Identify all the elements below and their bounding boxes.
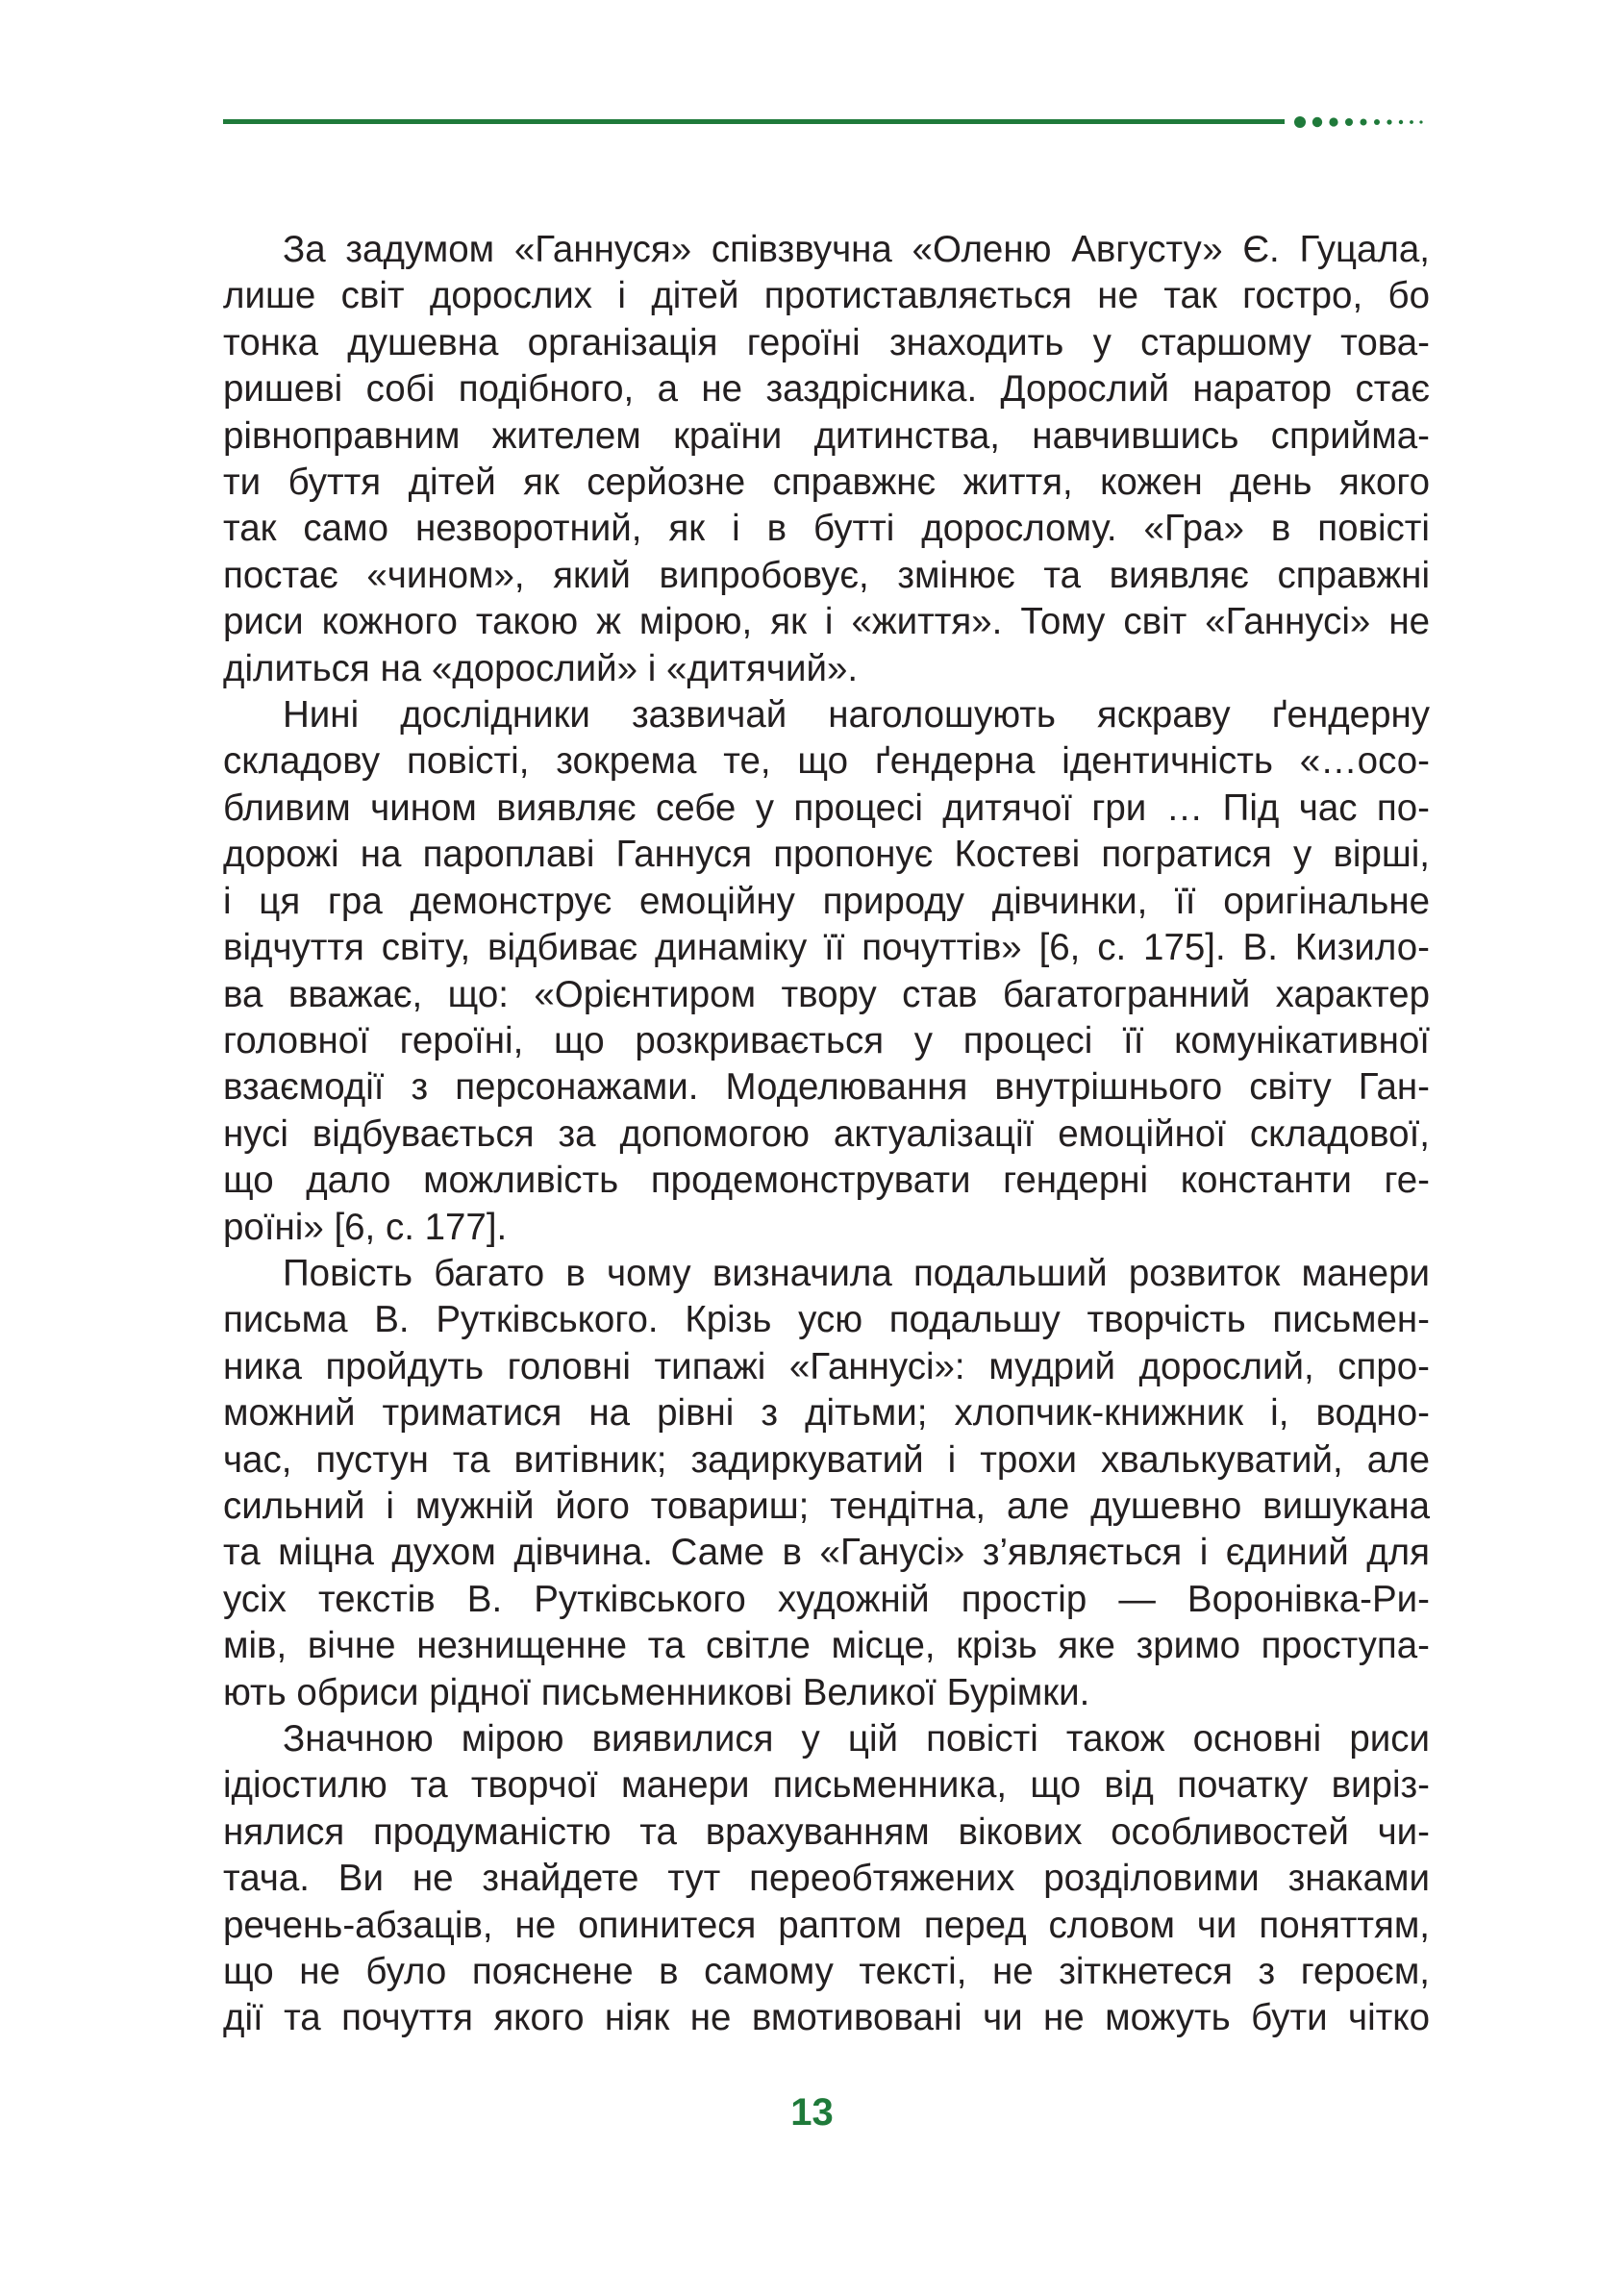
text-line: відчуття світу, відбиває динаміку її почуттів» [6, с. 175]. В. Кизило- [223,927,1430,969]
header-rule [223,119,1285,124]
header-dot [1312,117,1322,127]
text-line: рівноправним жителем країни дитинства, навчившись сприйма- [223,414,1430,457]
text-line: лише світ дорослих і дітей протиставляється не так гостро, бо [223,275,1430,317]
text-line: постає «чином», який випробовує, змінює та виявляє справжні [223,554,1430,596]
header-dots [1294,112,1438,132]
text-line: усіх текстів В. Рутківського художній простір — Воронівка-Ри- [223,1578,1430,1620]
paragraph [223,227,1430,692]
header-dot [1294,116,1306,128]
header-dot [1410,120,1413,124]
text-line: взаємодії з персонажами. Моделювання внутрішнього світу Ган- [223,1066,1430,1109]
header-dot [1399,120,1403,124]
text-line: складову повісті, зокрема те, що ґендерна ідентичність «…осо- [223,740,1430,783]
text-line: тача. Ви не знайдете тут переобтяжених розділовими знаками [223,1858,1430,1900]
text-line: ідіостилю та творчої манери письменника, що від початку вирiз- [223,1764,1430,1807]
paragraph [223,1716,1430,2042]
text-line: дорожі на пароплаві Ганнуся пропонує Костеві погратися у вірші, [223,834,1430,876]
header-dot [1361,119,1367,126]
text-line: роїні» [6, с. 177]. [223,1206,508,1248]
text-line: можний триматися на рівні з дітьми; хлопчик-книжник і, водно- [223,1392,1430,1435]
text-line: нусі відбувається за допомогою актуалізації емоційної складової, [223,1112,1430,1155]
page-number: 13 [790,2091,834,2134]
header-dot [1374,119,1380,125]
text-line: і ця гра демонструє емоційну природу дівчинки, її оригінальне [223,880,1430,922]
paragraph [223,1251,1430,1716]
text-line: За задумом «Ганнуся» співзвучна «Оленю Августу» Є. Гуцала, [283,229,1430,270]
text-line: що не було пояснене в самому тексті, не зіткнетеся з героєм, [223,1951,1430,1993]
header-dot [1419,120,1422,123]
text-line: речень-абзаців, не опинитеся раптом перед словом чи поняттям, [223,1904,1430,1946]
text-line: ділиться на «дорослий» і «дитячий». [223,647,859,689]
body-text [223,227,1430,2042]
text-line: ва вважає, що: «Орієнтиром твору став багатогранний характер [223,973,1430,1015]
text-line: Повість багато в чому визначила подальший розвиток манери [283,1252,1430,1294]
text-line: сильний і мужній його товариш; тендітна, але душевно вишукана [223,1485,1430,1527]
text-line: головної героїні, що розкривається у процесі її комунікативної [223,1019,1430,1061]
text-line: мів, вічне незнищенне та світле місце, крізь яке зримо проступа- [223,1625,1430,1667]
text-line: Нині дослідники зазвичай наголошують яскраву ґендерну [283,694,1430,737]
text-line: дії та почуття якого ніяк не вмотивовані чи не можуть бути чітко [223,1997,1430,2039]
paragraph [223,692,1430,1251]
text-line: так само незворотний, як і в бутті дорослому. «Гра» в повісті [223,508,1430,550]
header-dot [1329,117,1337,126]
text-line: бливим чином виявляє себе у процесі дитячої гри … Під час по- [223,786,1430,829]
text-line: та міцна духом дівчина. Саме в «Ганусі» з’являється і єдиний для [223,1532,1430,1574]
text-line: риси кожного такою ж мірою, як і «життя». Тому світ «Ганнусі» не [223,601,1430,643]
header-dot [1387,119,1391,124]
text-line: письма В. Рутківського. Крізь усю подальшу творчість письмен- [223,1299,1430,1341]
text-line: що дало можливість продемонструвати гендерні константи ге- [223,1160,1430,1202]
text-line: ють обриси рідної письменникові Великої Бурімки. [223,1671,1090,1713]
text-line: ришеві собі подібного, а не заздрісника. Дорослий наратор стає [223,368,1430,411]
text-line: тонка душевна організація героїні знаходить у старшому това- [223,321,1430,363]
text-line: ти буття дітей як серйозне справжнє життя, кожен день якого [223,462,1430,504]
text-line: Значною мірою виявилися у цій повісті також основні риси [283,1718,1430,1760]
text-line: ника пройдуть головні типажі «Ганнусі»: мудрий дорослий, спро- [223,1345,1430,1387]
header-dot [1345,118,1353,126]
text-line: час, пустун та витівник; задиркуватий і трохи хвалькуватий, але [223,1438,1430,1481]
text-line: нялися продуманістю та врахуванням вікових особливостей чи- [223,1810,1430,1853]
